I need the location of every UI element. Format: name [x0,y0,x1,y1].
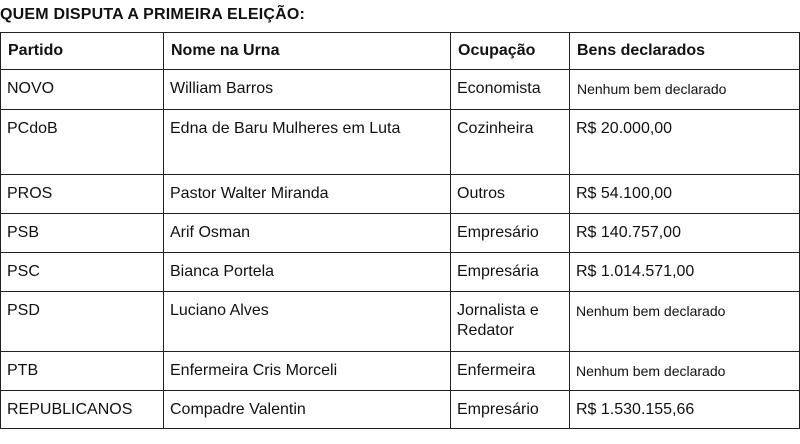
cell-nome: William Barros [164,70,451,110]
column-header-nome: Nome na Urna [164,33,451,70]
cell-bens: R$ 140.757,00 [570,214,800,253]
page-title: QUEM DISPUTA A PRIMEIRA ELEIÇÃO: [0,6,306,23]
cell-ocupacao: Enfermeira [451,352,570,391]
cell-partido: PSB [1,214,164,253]
cell-bens: Nenhum bem declarado [570,352,800,391]
cell-bens: R$ 54.100,00 [570,175,800,214]
cell-bens: Nenhum bem declarado [570,70,800,110]
cell-nome: Compadre Valentin [164,391,451,429]
table-row [1,292,800,352]
column-header-partido: Partido [1,33,164,70]
column-header-bens: Bens declarados [570,33,800,70]
table-row [1,352,800,391]
cell-bens: R$ 1.014.571,00 [570,253,800,292]
table-row [1,253,800,292]
column-header-ocupacao: Ocupação [451,33,570,70]
cell-partido: PROS [1,175,164,214]
cell-ocupacao: Empresário [451,391,570,429]
cell-partido: PCdoB [1,110,164,175]
cell-partido: PTB [1,352,164,391]
table-row [1,110,800,175]
cell-nome: Enfermeira Cris Morceli [164,352,451,391]
cell-nome: Bianca Portela [164,253,451,292]
cell-ocupacao: Empresário [451,214,570,253]
table-header-row [1,33,800,70]
table-row [1,175,800,214]
cell-ocupacao: Jornalista e Redator [451,292,570,352]
candidates-table [0,32,800,429]
cell-ocupacao: Economista [451,70,570,110]
cell-nome: Arif Osman [164,214,451,253]
cell-nome: Edna de Baru Mulheres em Luta [164,110,451,175]
cell-bens: R$ 1.530.155,66 [570,391,800,429]
cell-nome: Luciano Alves [164,292,451,352]
table-row [1,391,800,429]
cell-nome: Pastor Walter Miranda [164,175,451,214]
cell-bens: Nenhum bem declarado [570,292,800,352]
cell-ocupacao: Empresária [451,253,570,292]
cell-partido: PSD [1,292,164,352]
cell-bens: R$ 20.000,00 [570,110,800,175]
cell-partido: NOVO [1,70,164,110]
cell-partido: REPUBLICANOS [1,391,164,429]
table-row [1,70,800,110]
table-row [1,214,800,253]
cell-partido: PSC [1,253,164,292]
cell-ocupacao: Outros [451,175,570,214]
cell-ocupacao: Cozinheira [451,110,570,175]
